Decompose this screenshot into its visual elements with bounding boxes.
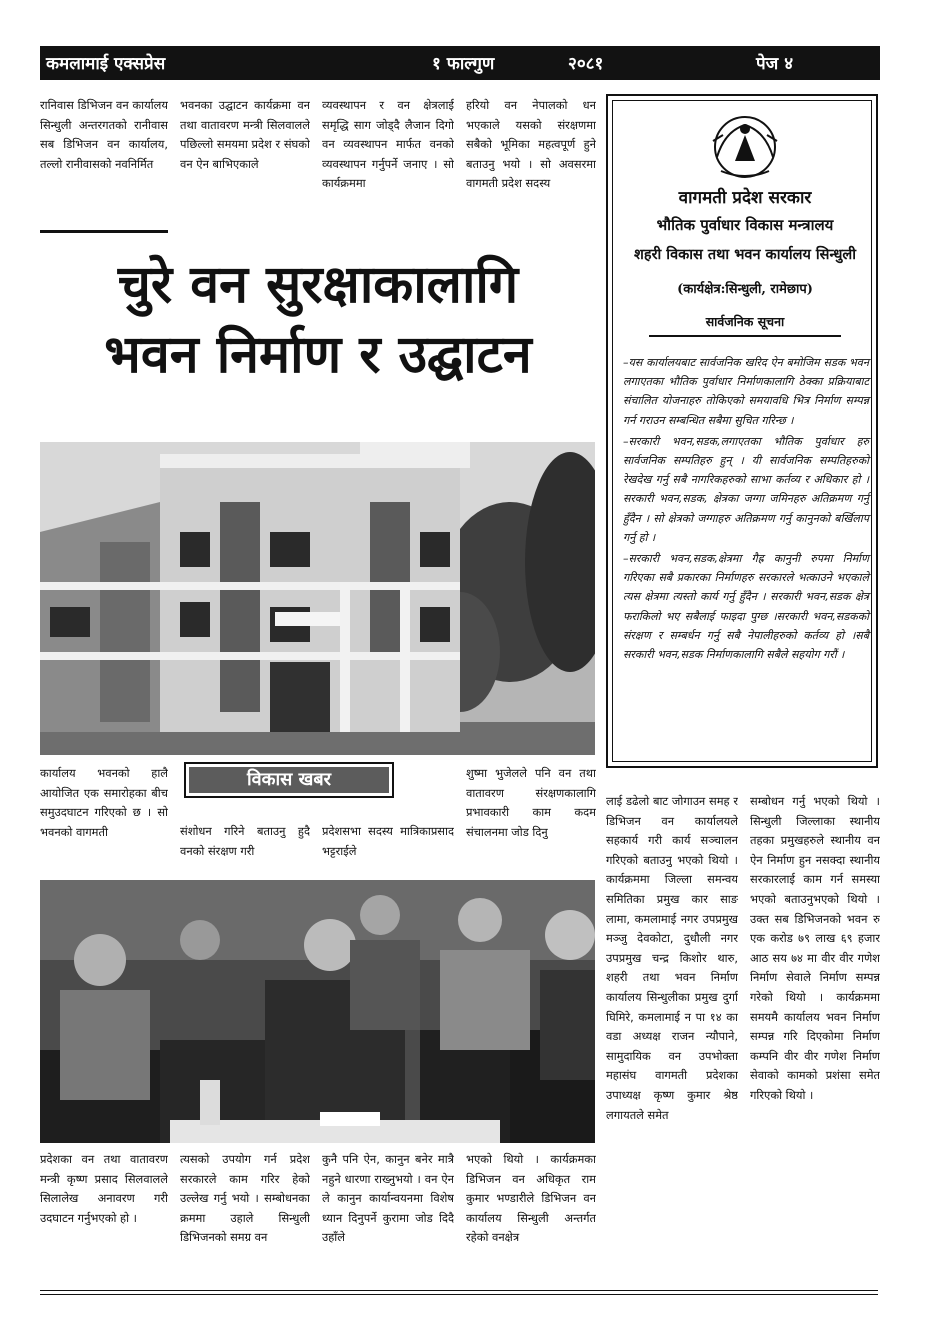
notice-ministry: भौतिक पुर्वाधार विकास मन्त्रालय <box>656 216 834 234</box>
bottom-rule-1 <box>40 1290 878 1291</box>
headline-line-2: भवन निर्माण र उद्घाटन <box>104 324 532 385</box>
public-notice-box <box>606 94 878 768</box>
right-column-1: लाई डढेलो बाट जोगाउन समह र डिभिजन वन कार्यालयले सहकार्य गरी कार्य सञ्चालन गरिएको बताउनु भएको थियो । कार्यक्रममा जिल्ला समन्वय समितिका प्रमुख कार साङ लामा, कमलामाई नगर उपप्रमुख मञ्जु देवकोटा, दुधौली नगर उपप्रमुख चन्द्र किशोर थारु, शहरी तथा भवन निर्माण कार्यालय सिन्धुलीका प्रमुख दुर्गा घिमिरे, कमलामाई न पा १४ का वडा अध्यक्ष राजन न्यौपाने, सामुदायिक वन उपभोक्ता महासंघ वागमती प्रदेशका उपाध्यक्ष कृष्ण कुमार श्रेष्ठ लगायतले समेत <box>606 794 738 1122</box>
notice-org: वागमती प्रदेश सरकार <box>678 188 812 208</box>
building-illustration <box>40 442 595 755</box>
top-column-1: रानिवास डिभिजन वन कार्यालय सिन्धुली अन्तरगतको रानीवास सब डिभिजन वन कार्यालय, तल्लो रानीवासको नवनिर्मित <box>40 98 168 171</box>
right-column-2: सम्बोधन गर्नु भएको थियो । सिन्धुली जिल्लाका स्थानीय तहका प्रमुखहरुले स्थानीय वन ऐन निर्माण हुन नसक्दा स्थानीय सरकारलाई काम गर्न समस्या भएको बताउनुभएको थियो । उक्त सब डिभिजनको भवन रु एक करोड ७९ लाख ६९ हजार आठ सय ७४ मा वीर वीर गणेश निर्माण सेवाले निर्माण सम्पन्न गरेको थियो । कार्यक्रममा समयमै कार्यालय भवन निर्माण सम्पन्न गरि दिएकोमा निर्माण कम्पनि वीर वीर गणेश निर्माण सेवाको कामको प्रशंसा समेत गरिएको थियो । <box>750 794 880 1102</box>
issue-year: २०८१ <box>568 54 604 74</box>
top-column-3: व्यवस्थापन र वन क्षेत्रलाई समृद्धि साग जोड्दै लैजान दिगो वन व्यवस्थापन मार्फत वनको व्यवस्थापन गर्नुपर्ने जनाए । सो कार्यक्रममा <box>322 98 454 191</box>
headline-line-1: चुरे वन सुरक्षाकालागि <box>117 254 519 315</box>
guests-illustration <box>40 880 595 1143</box>
notice-paragraph-2: –सरकारी भवन,सडक,लगाएतका भौतिक पुर्वाधार हरु सार्वजनिक सम्पतिहरु हुन् । यी सार्वजनिक सम्पतिहरुको रेखदेख गर्नु सबै नागरिकहरुको साभा कर्तव्य र अधिकार हो । सरकारी भवन,सडक, क्षेत्रका जग्गा जमिनहरु अतिक्रमण गर्नु हुँदैन । सो क्षेत्रको जग्गाहरु अतिक्रमण गर्नु कानुनको बर्खिलाप गर्नु हो । <box>623 434 869 544</box>
column-underline <box>40 230 168 233</box>
notice-office: शहरी विकास तथा भवन कार्यालय सिन्धुली <box>634 246 856 263</box>
notice-public-title: सार्वजनिक सूचना <box>705 314 785 329</box>
top-column-2: भवनका उद्घाटन कार्यक्रमा वन तथा वातावरण मन्त्री सिलवालले पछिल्लो समयमा प्रदेश र संघको वन ऐन बाभिएकाले <box>180 98 310 171</box>
notice-paragraph-3: –सरकारी भवन,सडक,क्षेत्रमा गैह्र कानुनी रुपमा निर्माण गरिएका सबै प्रकारका निर्माणहरु सरकारले भत्काउने भएकाले त्यस क्षेत्रमा त्यस्तो कार्य गर्नु हुँदैन । सरकारी भवन,सडक क्षेत्र फराकिलो भए सबैलाई फाइदा पुग्छ ।सरकारी भवन,सडकको संरक्षण र सम्बर्धन गर्नु सबै नेपालीहरुको कर्तव्य हो ।सबै सरकारी भवन,सडक निर्माणकालागि सबैले सहयोग गरौं । <box>623 552 869 662</box>
top-column-4: हरियो वन नेपालको धन भएकाले यसको संरक्षणमा सबैको भूमिका महत्वपूर्ण हुने बताउनु भयो । सो अवसरमा वागमती प्रदेश सदस्य <box>466 98 596 191</box>
nepal-emblem-icon <box>705 111 785 181</box>
bottom-column-1: प्रदेशका वन तथा वातावरण मन्त्री कृष्ण प्रसाद सिलवालले सिलालेख अनावरण गरी उदघाटन गर्नुभएको हो । <box>40 1152 168 1225</box>
public-notice-inner <box>612 100 872 762</box>
page-number: पेज ४ <box>756 54 794 74</box>
bottom-column-2: त्यसको उपयोग गर्न प्रदेश सरकारले काम गरिर हेको उल्लेख गर्नु भयो । सम्बोधनका क्रममा उहाले सिन्धुली डिभिजनको समग्र वन <box>180 1152 310 1245</box>
guests-photo <box>40 880 595 1143</box>
notice-area: (कार्यक्षेत्र:सिन्धुली, रामेछाप) <box>677 282 813 297</box>
notice-divider <box>649 335 841 337</box>
bottom-rule-2 <box>40 1294 878 1295</box>
issue-date: १ फाल्गुण <box>432 54 495 74</box>
mid-column-1: कार्यालय भवनको हालै आयोजित एक समारोहका बीच समुउदघाटन गरिएको छ । सो भवनको वागमती <box>40 766 168 839</box>
mid-column-2: संशोधन गरिने बताउनु हुदै वनको संरक्षण गरी <box>180 824 310 858</box>
masthead-bar <box>40 46 880 80</box>
section-label: विकास खबर <box>189 767 389 793</box>
building-photo <box>40 442 595 755</box>
bottom-column-4: भएको थियो । कार्यक्रमका डिभिजन वन अधिकृत राम कुमार भण्डारीले डिभिजन वन कार्यालय सिन्धुली अन्तर्गत रहेको वनक्षेत्र <box>466 1152 596 1245</box>
mid-column-3: प्रदेशसभा सदस्य मात्रिकाप्रसाद भट्टराईले <box>322 824 454 858</box>
mid-column-4: शुष्मा भुजेलले पनि वन तथा वातावरण संरक्षणकालागि प्रभावकारी काम कदम संचालनमा जोड दिनु <box>466 766 596 839</box>
notice-paragraph-1: –यस कार्यालयबाट सार्वजनिक खरिद ऐन बमोजिम सडक भवन लगाएतका भौतिक पुर्वाधार निर्माणकालागि ठेक्का प्रक्रियाबाट संचालित योजनाहरु तोकिएको समयावधि भित्र निर्माण सम्पन्न गर्न गराउन सम्बन्धित सबैमा सुचित गरिन्छ । <box>623 356 869 427</box>
bottom-column-3: कुनै पनि ऐन, कानुन बनेर मात्रै नहुने धारणा राख्नुभयो । वन ऐन ले कानुन कार्यान्वयनमा विशेष ध्यान दिनुपर्ने कुरामा जोड दिदै उहाँले <box>322 1152 454 1245</box>
section-label-box <box>184 762 394 798</box>
newspaper-name: कमलामाई एक्सप्रेस <box>46 54 166 74</box>
notice-body <box>623 353 869 666</box>
